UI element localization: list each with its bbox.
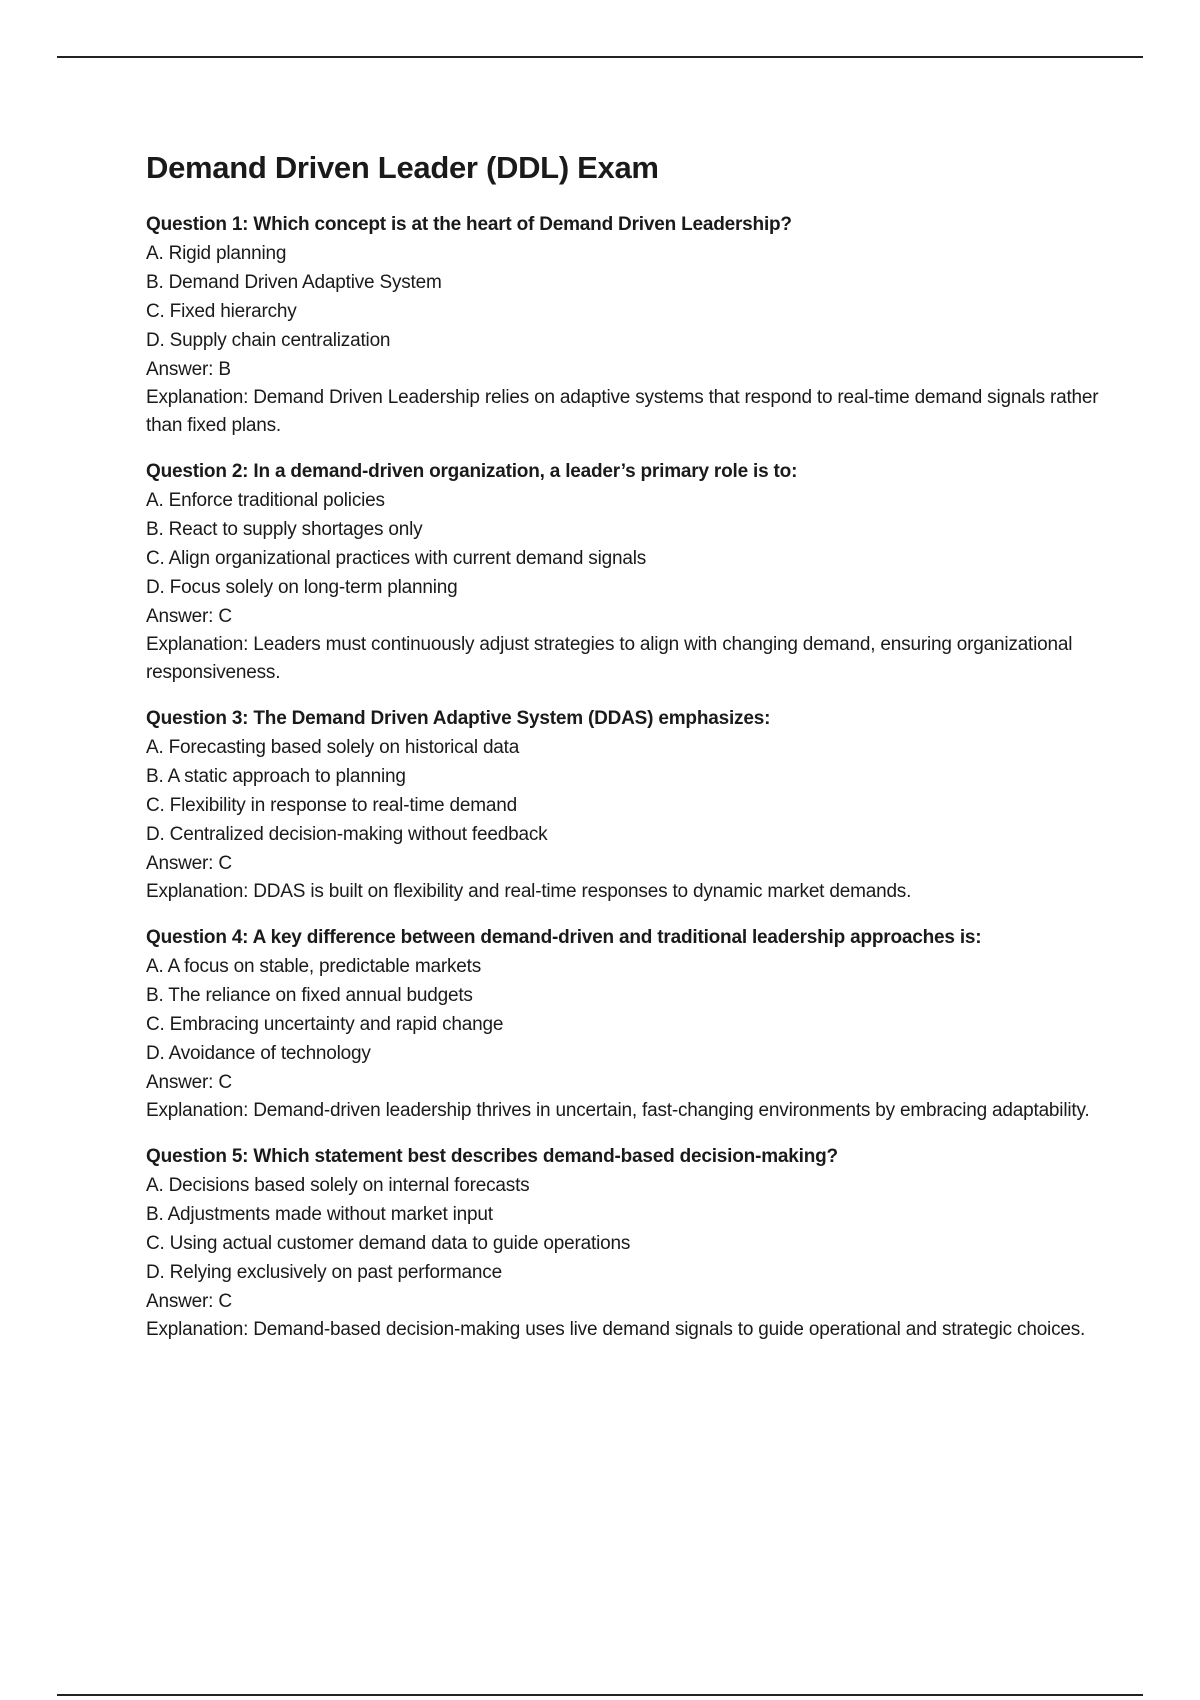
- option-a: A. Forecasting based solely on historical data: [146, 737, 520, 758]
- explanation-text: Explanation: Demand-based decision-making uses live demand signals to guide operational and strategic choices.: [146, 1319, 1086, 1340]
- question-text: Question 3: The Demand Driven Adaptive System (DDAS) emphasizes:: [146, 708, 771, 729]
- page-title: Demand Driven Leader (DDL) Exam: [146, 150, 659, 185]
- option-c: C. Flexibility in response to real-time demand: [146, 795, 517, 816]
- question-block: [146, 923, 1106, 1125]
- option-c: C. Fixed hierarchy: [146, 301, 297, 322]
- header-rule: [57, 56, 1143, 58]
- question-block: [146, 457, 1106, 687]
- option-b: B. Demand Driven Adaptive System: [146, 272, 442, 293]
- document-body: [146, 146, 1106, 1361]
- explanation-text: Explanation: Leaders must continuously adjust strategies to align with changing demand, ensuring organizational responsiveness.: [146, 634, 1073, 683]
- option-d: D. Avoidance of technology: [146, 1043, 371, 1064]
- question-block: [146, 210, 1106, 440]
- option-c: C. Align organizational practices with current demand signals: [146, 548, 647, 569]
- question-text: Question 2: In a demand-driven organization, a leader’s primary role is to:: [146, 461, 798, 482]
- question-text: Question 5: Which statement best describes demand-based decision-making?: [146, 1146, 838, 1167]
- option-d: D. Focus solely on long-term planning: [146, 577, 458, 598]
- question-block: [146, 704, 1106, 906]
- option-c: C. Using actual customer demand data to guide operations: [146, 1233, 631, 1254]
- option-b: B. A static approach to planning: [146, 766, 406, 787]
- answer-text: Answer: C: [146, 853, 232, 874]
- option-b: B. The reliance on fixed annual budgets: [146, 985, 473, 1006]
- answer-text: Answer: C: [146, 1072, 232, 1093]
- question-block: [146, 1142, 1106, 1344]
- explanation-text: Explanation: DDAS is built on flexibility and real-time responses to dynamic market demands.: [146, 881, 912, 902]
- option-d: D. Supply chain centralization: [146, 330, 391, 351]
- answer-text: Answer: C: [146, 1291, 232, 1312]
- option-a: A. Enforce traditional policies: [146, 490, 385, 511]
- option-a: A. Decisions based solely on internal forecasts: [146, 1175, 530, 1196]
- option-a: A. A focus on stable, predictable markets: [146, 956, 482, 977]
- option-c: C. Embracing uncertainty and rapid change: [146, 1014, 504, 1035]
- option-b: B. React to supply shortages only: [146, 519, 423, 540]
- option-d: D. Relying exclusively on past performance: [146, 1262, 502, 1283]
- answer-text: Answer: C: [146, 606, 232, 627]
- answer-text: Answer: B: [146, 359, 231, 380]
- explanation-text: Explanation: Demand Driven Leadership relies on adaptive systems that respond to real-time demand signals rather than fixed plans.: [146, 387, 1099, 436]
- option-a: A. Rigid planning: [146, 243, 287, 264]
- explanation-text: Explanation: Demand-driven leadership thrives in uncertain, fast-changing environments by embracing adaptability.: [146, 1100, 1090, 1121]
- option-b: B. Adjustments made without market input: [146, 1204, 493, 1225]
- question-text: Question 1: Which concept is at the heart of Demand Driven Leadership?: [146, 214, 792, 235]
- footer-rule: [57, 1694, 1143, 1696]
- question-text: Question 4: A key difference between demand-driven and traditional leadership approaches is:: [146, 927, 982, 948]
- option-d: D. Centralized decision-making without feedback: [146, 824, 548, 845]
